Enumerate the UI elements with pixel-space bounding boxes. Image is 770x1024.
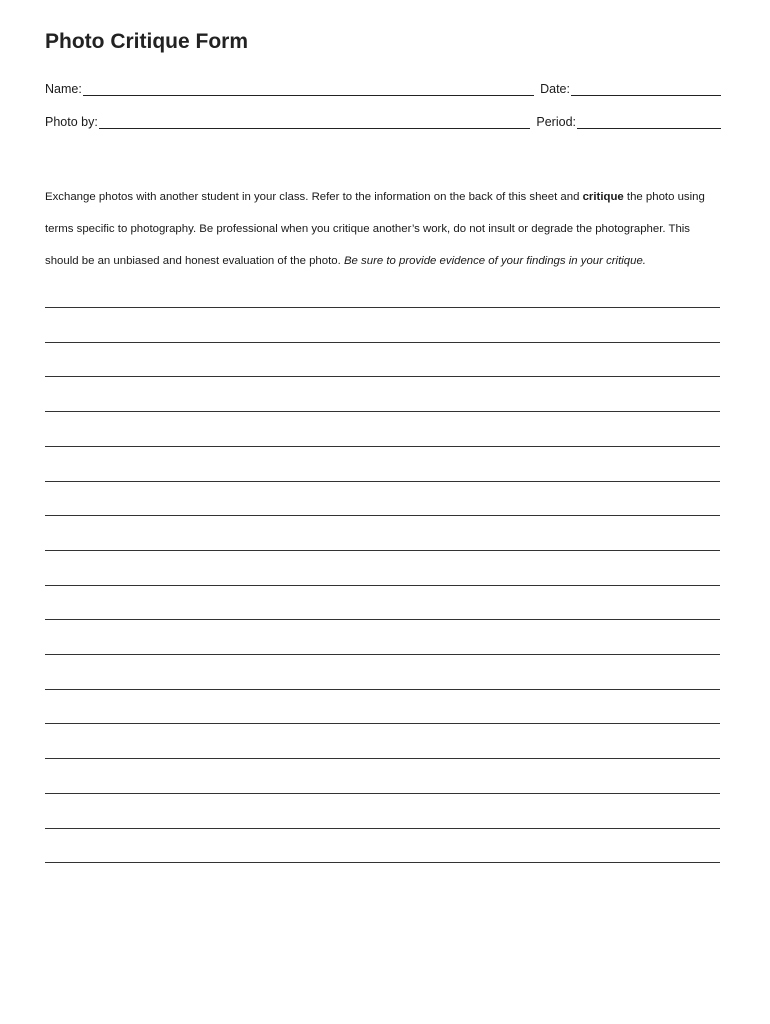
writing-line[interactable] xyxy=(45,481,720,482)
date-field[interactable] xyxy=(571,82,721,96)
page-title: Photo Critique Form xyxy=(45,30,248,53)
instructions-text-1: Exchange photos with another student in your class. Refer to the information on the back of this sheet and xyxy=(45,191,583,203)
name-field[interactable] xyxy=(83,82,534,96)
writing-line[interactable] xyxy=(45,411,720,412)
writing-line[interactable] xyxy=(45,862,720,863)
writing-line[interactable] xyxy=(45,793,720,794)
writing-line[interactable] xyxy=(45,758,720,759)
writing-line[interactable] xyxy=(45,828,720,829)
writing-line[interactable] xyxy=(45,619,720,620)
writing-line[interactable] xyxy=(45,723,720,724)
photo-by-period-row xyxy=(45,107,721,129)
name-label: Name: xyxy=(45,82,82,96)
writing-line[interactable] xyxy=(45,654,720,655)
writing-line[interactable] xyxy=(45,446,720,447)
instructions-text-2: the photo using terms specific to photography. Be professional when you critique another’s work, do not insult or degrade the photographer. This should be an unbiased and honest evaluation of the photo. xyxy=(45,191,705,267)
instructions-bold-critique: critique xyxy=(582,191,624,203)
writing-line[interactable] xyxy=(45,515,720,516)
writing-line[interactable] xyxy=(45,550,720,551)
date-label: Date: xyxy=(540,82,570,96)
photo-by-field[interactable] xyxy=(99,115,531,129)
period-field[interactable] xyxy=(577,115,721,129)
name-date-row xyxy=(45,74,721,96)
photo-by-label: Photo by: xyxy=(45,115,98,129)
period-label: Period: xyxy=(536,115,576,129)
instructions-italic-note: Be sure to provide evidence of your findings in your critique. xyxy=(343,255,646,267)
writing-line[interactable] xyxy=(45,376,720,377)
writing-line[interactable] xyxy=(45,307,720,308)
writing-line[interactable] xyxy=(45,342,720,343)
writing-line[interactable] xyxy=(45,585,720,586)
writing-line[interactable] xyxy=(45,689,720,690)
instructions-paragraph xyxy=(45,181,725,277)
